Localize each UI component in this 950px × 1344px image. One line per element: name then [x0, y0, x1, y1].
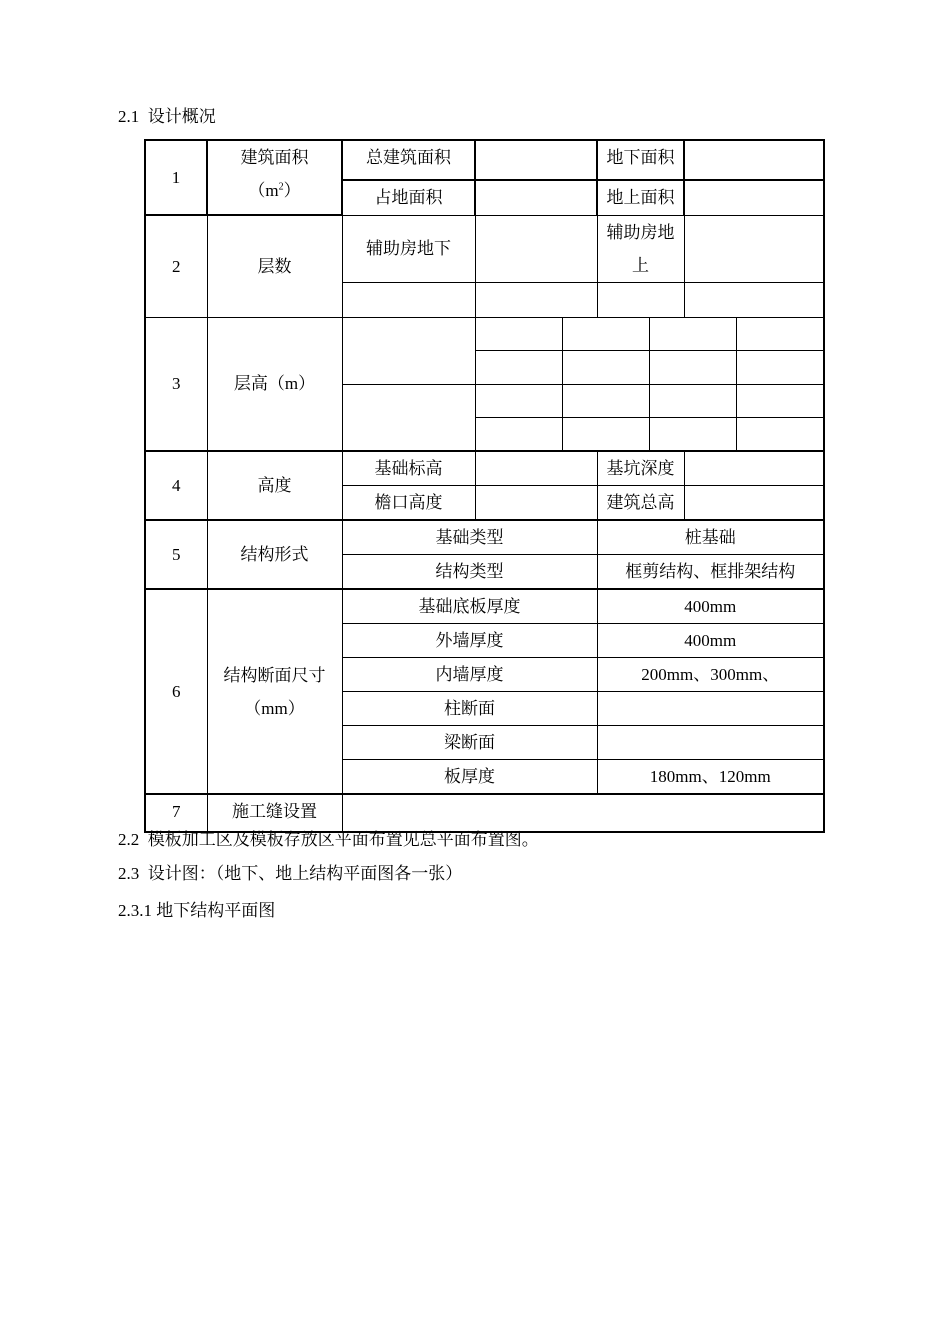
cell-slab-thickness-value: 180mm、120mm — [597, 760, 824, 795]
table-row — [145, 215, 824, 282]
cell-foundation-elevation: 基础标高 — [342, 451, 475, 486]
value-cell[interactable] — [649, 417, 736, 451]
table-row — [145, 317, 824, 350]
cell-interior-wall-thickness-value: 200mm、300mm、 — [597, 658, 824, 692]
label-text: 建筑面积 — [240, 148, 309, 167]
cell-base-slab-thickness: 基础底板厚度 — [342, 589, 597, 624]
section-heading-2-1: 2.1 设计概况 — [118, 107, 216, 126]
value-cell[interactable] — [562, 317, 649, 350]
cell-total-height: 建筑总高 — [597, 486, 684, 521]
table-row — [145, 451, 824, 486]
value-cell[interactable] — [562, 417, 649, 451]
cell-foundation-type-value: 桩基础 — [597, 520, 824, 555]
row-number: 4 — [145, 451, 207, 520]
value-cell[interactable] — [475, 350, 562, 384]
cell-column-section: 柱断面 — [342, 692, 597, 726]
value-cell[interactable] — [475, 486, 597, 521]
value-cell[interactable] — [736, 350, 824, 384]
value-cell[interactable] — [736, 317, 824, 350]
value-cell[interactable] — [562, 384, 649, 417]
value-cell[interactable] — [684, 140, 824, 180]
value-cell[interactable] — [684, 180, 824, 215]
cell-underground-area: 地下面积 — [597, 140, 684, 180]
value-cell[interactable] — [597, 282, 684, 317]
section-paragraph-2-2: 2.2 模板加工区及模板存放区平面布置见总平面布置图。 — [118, 830, 539, 849]
value-cell[interactable] — [649, 350, 736, 384]
cell-aboveground-area: 地上面积 — [597, 180, 684, 215]
row-label-section-size: 结构断面尺寸 （mm） — [207, 589, 342, 794]
cell-exterior-wall-thickness: 外墙厚度 — [342, 624, 597, 658]
value-cell[interactable] — [475, 180, 597, 215]
value-cell[interactable] — [475, 215, 597, 282]
row-label-construction-joint: 施工缝设置 — [207, 794, 342, 832]
value-cell[interactable] — [736, 417, 824, 451]
row-label-structure-form: 结构形式 — [207, 520, 342, 589]
value-cell[interactable] — [475, 384, 562, 417]
value-cell[interactable] — [342, 282, 475, 317]
cell-exterior-wall-thickness-value: 400mm — [597, 624, 824, 658]
row-number: 1 — [145, 140, 207, 215]
value-cell[interactable] — [562, 350, 649, 384]
value-cell[interactable] — [649, 384, 736, 417]
row-number: 3 — [145, 317, 207, 451]
value-cell[interactable] — [342, 317, 475, 384]
value-cell[interactable] — [342, 384, 475, 451]
cell-eave-height: 檐口高度 — [342, 486, 475, 521]
table-row — [145, 589, 824, 624]
table-row — [145, 794, 824, 832]
value-cell[interactable] — [684, 486, 824, 521]
row-number: 7 — [145, 794, 207, 832]
cell-foundation-type: 基础类型 — [342, 520, 597, 555]
value-cell[interactable] — [475, 140, 597, 180]
row-label-height: 高度 — [207, 451, 342, 520]
cell-base-slab-thickness-value: 400mm — [597, 589, 824, 624]
value-cell[interactable] — [342, 794, 824, 832]
cell-structure-type: 结构类型 — [342, 555, 597, 590]
value-cell[interactable] — [736, 384, 824, 417]
value-cell[interactable] — [475, 417, 562, 451]
cell-interior-wall-thickness: 内墙厚度 — [342, 658, 597, 692]
row-label-floor-area — [207, 140, 342, 215]
design-overview-table — [144, 139, 825, 833]
cell-structure-type-value: 框剪结构、框排架结构 — [597, 555, 824, 590]
cell-pit-depth: 基坑深度 — [597, 451, 684, 486]
value-cell[interactable] — [597, 726, 824, 760]
cell-slab-thickness: 板厚度 — [342, 760, 597, 795]
cell-site-area: 占地面积 — [342, 180, 475, 215]
value-cell[interactable] — [475, 282, 597, 317]
cell-aux-underground: 辅助房地下 — [342, 215, 475, 282]
section-heading-2-3-1: 2.3.1 地下结构平面图 — [118, 901, 276, 920]
cell-total-floor-area: 总建筑面积 — [342, 140, 475, 180]
row-label-floors: 层数 — [207, 215, 342, 317]
row-label-floor-height: 层高（m） — [207, 317, 342, 451]
cell-beam-section: 梁断面 — [342, 726, 597, 760]
table-row — [145, 520, 824, 555]
value-cell[interactable] — [597, 692, 824, 726]
value-cell[interactable] — [475, 317, 562, 350]
section-paragraph-2-3: 2.3 设计图：（地下、地上结构平面图各一张） — [118, 864, 463, 883]
value-cell[interactable] — [475, 451, 597, 486]
label-unit: $(m^2)$ — [248, 181, 301, 200]
value-cell[interactable] — [684, 215, 824, 282]
row-number: 5 — [145, 520, 207, 589]
row-number: 6 — [145, 589, 207, 794]
value-cell[interactable] — [649, 317, 736, 350]
value-cell[interactable] — [684, 282, 824, 317]
row-number: 2 — [145, 215, 207, 317]
cell-aux-aboveground: 辅助房地 上 — [597, 215, 684, 282]
value-cell[interactable] — [684, 451, 824, 486]
table-row — [145, 140, 824, 180]
